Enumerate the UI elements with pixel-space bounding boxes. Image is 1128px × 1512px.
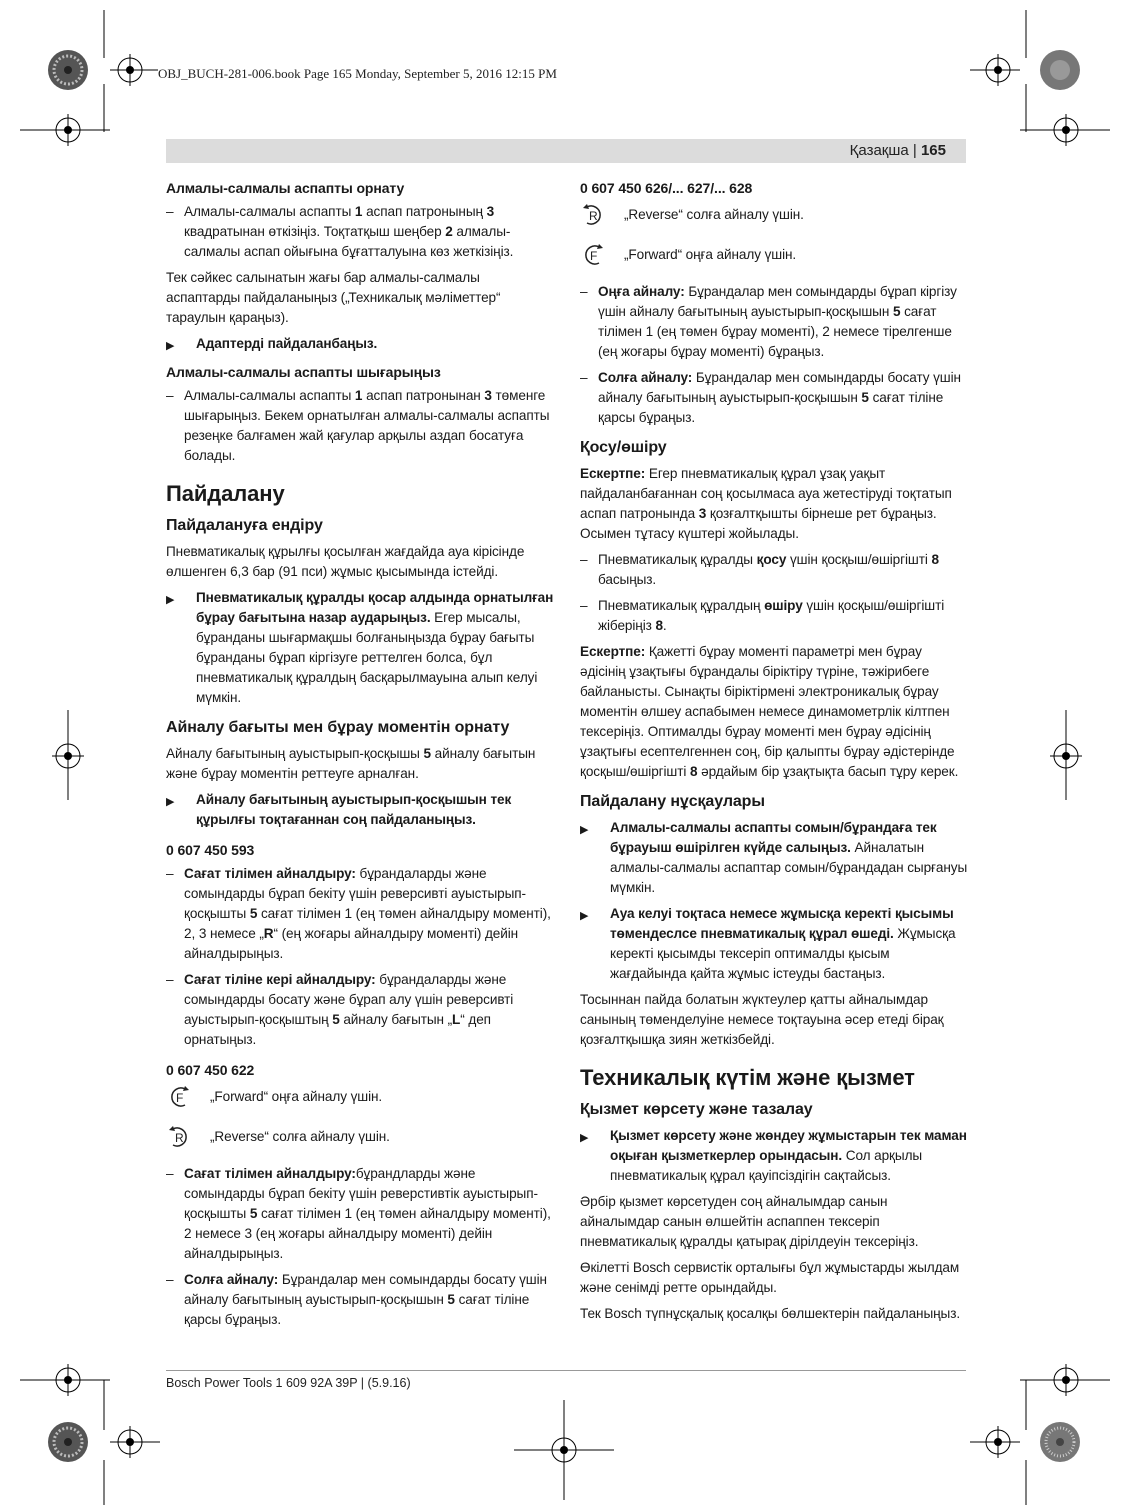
triangle-bullet-icon: ▶ xyxy=(166,594,175,606)
heading-on-off: Қосу/өшіру xyxy=(580,439,667,456)
right-column xyxy=(580,174,968,1330)
start-paragraph: Пневматикалық құрылғы қосылған жағдайда ауа кірісінде өлшенген 6,3 бар (91 пси) жұмыс қысымында істейді. xyxy=(166,544,525,579)
svg-text:F: F xyxy=(176,1091,184,1105)
triangle-bullet-icon: ▶ xyxy=(580,910,589,922)
list-item: – Сағат тілімен айналдыру:бұрандларды және сомындарды бұрап бекіту үшін реверстивтік ауыстырып-қосқышты 5 сағат тілімен 1 (ең төмен айналдыру моменті), 2 немесе 3 (ең жоғары айналдыру моменті) дейін айналдырыңыз. xyxy=(166,1166,551,1261)
list-item: – Пневматикалық құралдың өшіру үшін қосқыш/өшіргішті жіберіңіз 8. xyxy=(580,598,945,633)
install-item: Алмалы-салмалы аспапты 1 аспап патронының 3 квадратынан өткізіңіз. Тоқтатқыш шеңбер 2 алмалы-салмалы аспап ойығына бұғатталуына көз жеткізіңіз. xyxy=(184,204,514,259)
triangle-bullet-icon: ▶ xyxy=(166,340,175,352)
list-item: – Пневматикалық құралды қосу үшін қосқыш/өшіргішті 8 басыңыз. xyxy=(580,552,939,587)
triangle-bullet-icon: ▶ xyxy=(580,824,589,836)
heading-model-626: 0 607 450 626/... 627/... 628 xyxy=(580,180,753,196)
forward-row: F „Forward“ оңға айналу үшін. xyxy=(580,242,968,268)
list-item: – Солға айналу: Бұрандалар мен сомындарды босату үшін айналу бағытының ауыстырып-қосқышын 5 сағат тіліне қарсы бұраңыз. xyxy=(166,1272,547,1327)
list-item: – Солға айналу: Бұрандалар мен сомындарды босату үшін айналу бағытының ауыстырып-қосқышын 5 сағат тіліне қарсы бұраңыз. xyxy=(580,370,961,425)
page-header: Қазақша | 165 xyxy=(849,142,946,159)
heading-start: Пайдалануға ендіру xyxy=(166,517,323,534)
svg-text:R: R xyxy=(589,209,598,223)
remove-item: Алмалы-салмалы аспапты 1 аспап патронынан 3 төменге шығарыңыз. Бекем орнатылған алмалы-салмалы аспапты резеңке балғамен жай қағулар арқылы аздап босатуға болады. xyxy=(184,388,550,463)
heading-service: Қызмет көрсету және тазалау xyxy=(580,1101,813,1118)
list-item: – Сағат тілімен айналдыру: бұрандаларды және сомындарды бұрап бекіту үшін реверсивті ауыстырып-қосқышты 5 сағат тілімен 1 (ең төмен айналдыру моменті), 2, 3 немесе „R“ (ең жоғары айналдыру моменті) дейін айналдырыңыз. xyxy=(166,866,551,961)
heading-maintenance: Техникалық күтім және қызмет xyxy=(580,1065,915,1090)
svg-text:F: F xyxy=(590,249,598,263)
reverse-rotation-icon xyxy=(580,202,624,228)
warning-item: ▶ Ауа келуі тоқтаса немесе жұмысқа керекті қысымы төмендеслсе пневматикалық құрал өшеді. Жұмысқа керекті қысымды тексеріп оптималды қысым жағдайында қайта жұмыс істеуды бастаңыз. xyxy=(580,904,968,984)
note-paragraph: Ескертпе: Егер пневматикалық құрал ұзақ уақыт пайдаланбағаннан соң қосылмаса ауа жетестіруді тоқтатып аспап патронында 3 қозғалтқышты бірнеше рет бұраңыз. Осымен тұтасу күштері жойылады. xyxy=(580,466,952,541)
reverse-row: R „Reverse“ солға айналу үшін. xyxy=(580,202,968,228)
left-column xyxy=(166,174,554,1336)
heading-model-593: 0 607 450 593 xyxy=(166,842,255,858)
heading-tips: Пайдалану нұсқаулары xyxy=(580,793,765,810)
rotation-paragraph: Айналу бағытының ауыстырып-қосқышы 5 айналу бағытын және бұрау моментін реттеуге арналған. xyxy=(166,746,536,781)
heading-remove: Алмалы-салмалы аспапты шығарыңыз xyxy=(166,364,441,380)
list-item: – Сағат тіліне кері айналдыру: бұрандаларды және сомындарды босату және бұрап алу үшін реверсивті ауыстырып-қосқыштың 5 айналу бағытын „L“ деп орнатыңыз. xyxy=(166,972,514,1047)
print-info: OBJ_BUCH-281-006.book Page 165 Monday, September 5, 2016 12:15 PM xyxy=(158,66,557,81)
note-paragraph: Ескертпе: Қажетті бұрау моменті параметрі мен бұрау әдісінің ұзақтығы бұрандалы біріктіру түріне, тәжірибеге байланысты. Сынақты біріктірмені электроникалық бұрау моментін өлшеу аспабымен немесе динамометрлік кілтпен тексеріңіз. Оптималды бұрау моменті мен бұрау әдісінің ұзақтығы есептелгеннен соң, бір қалыпты бұрау әдістерінде қосқыш/өшіргішті 8 әрдайым бір ұзақтықта басып тұру керек. xyxy=(580,644,959,779)
section-name: Қазақша xyxy=(849,142,909,159)
forward-rotation-icon xyxy=(580,242,624,268)
forward-rotation-icon xyxy=(166,1084,210,1110)
warning-item: ▶ Алмалы-салмалы аспапты сомын/бұрандаға тек бұрауыш өшірілген күйде салыңыз. Айналатын алмалы-салмалы аспаптар сомын/бұрандадан сырғануы мүмкін. xyxy=(580,818,968,898)
heading-install: Алмалы-салмалы аспапты орнату xyxy=(166,180,405,196)
heading-rotation: Айналу бағыты мен бұрау моментін орнату xyxy=(166,719,510,736)
service-paragraph: Тек Bosch түпнұсқалық қосалқы бөлшектерін пайдаланыңыз. xyxy=(580,1306,960,1321)
warning-item: ▶ Айналу бағытының ауыстырып-қосқышын тек құрылғы тоқтағаннан соң пайдаланыңыз. xyxy=(166,790,554,830)
forward-row: F „Forward“ оңға айналу үшін. xyxy=(166,1084,554,1110)
warning-item: ▶ Пневматикалық құралды қосар алдында орнатылған бұрау бағытына назар аударыңыз. Егер мысалы, бұранданы шығармақшы болғаныңызда бұрау бағыты бұранданы бұрап кіргізуге реттелген болса, бұл пневматикалық құралдың басқарылмауына алып келуі мүмкін. xyxy=(166,588,554,708)
triangle-bullet-icon: ▶ xyxy=(580,1132,589,1144)
list-item: – Оңға айналу: Бұрандалар мен сомындарды бұрап кіргізу үшін айналу бағытының ауыстырып-қосқышын 5 сағат тілімен 1 (ең төмен бұрау моменті), 2 немесе тірелгенше (ең жоғары бұрау моменті) бұраңыз. xyxy=(580,284,957,359)
service-paragraph: Әрбір қызмет көрсетуден соң айналымдар санын айналымдар санын өлшейтін аспаппен тексеріп пневматикалық құралды қатырақ дірілдеуін тексеріңіз. xyxy=(580,1194,919,1249)
heading-use: Пайдалану xyxy=(166,481,285,506)
warning-item: ▶ Қызмет көрсету және жөндеу жұмыстарын тек маман оқыған қызметкерлер орындасын. Сол арқылы пневматикалық құрал қауіпсіздігін сақтайсыз. xyxy=(580,1126,968,1186)
header-band xyxy=(166,139,966,163)
footer-divider xyxy=(166,1370,966,1371)
triangle-bullet-icon: ▶ xyxy=(166,796,175,808)
tips-paragraph: Тосыннан пайда болатын жүктеулер қатты айналымдар санының төменделуіне немесе тоқтауына әсер етеді бірақ қозғалтқышқа зиян жеткізбейді. xyxy=(580,992,944,1047)
heading-model-622: 0 607 450 622 xyxy=(166,1062,255,1078)
reverse-row: R „Reverse“ солға айналу үшін. xyxy=(166,1124,554,1150)
list-item: – Алмалы-салмалы аспапты 1 аспап патронының 3 квадратынан өткізіңіз. Тоқтатқыш шеңбер 2 алмалы-салмалы аспап ойығына бұғатталуына көз жеткізіңіз. xyxy=(166,202,554,262)
warning-item: ▶ Адаптерді пайдаланбаңыз. xyxy=(166,334,554,356)
reverse-rotation-icon xyxy=(166,1124,210,1150)
page-footer: Bosch Power Tools 1 609 92A 39P | (5.9.16) xyxy=(166,1376,411,1390)
list-item: – Алмалы-салмалы аспапты 1 аспап патронынан 3 төменге шығарыңыз. Бекем орнатылған алмалы-салмалы аспапты резеңке балғамен жай қағулар арқылы аздап босатуға болады. xyxy=(166,386,554,466)
svg-text:R: R xyxy=(175,1131,184,1145)
page-number: 165 xyxy=(920,142,946,159)
install-paragraph: Тек сәйкес салынатын жағы бар алмалы-салмалы аспаптарды пайдаланыңыз („Техникалық мәліметтер“ тараулын қараңыз). xyxy=(166,270,501,325)
service-paragraph: Өкілетті Bosch сервистік орталығы бұл жұмыстарды жылдам және сенімді ретте орындайды. xyxy=(580,1260,960,1295)
